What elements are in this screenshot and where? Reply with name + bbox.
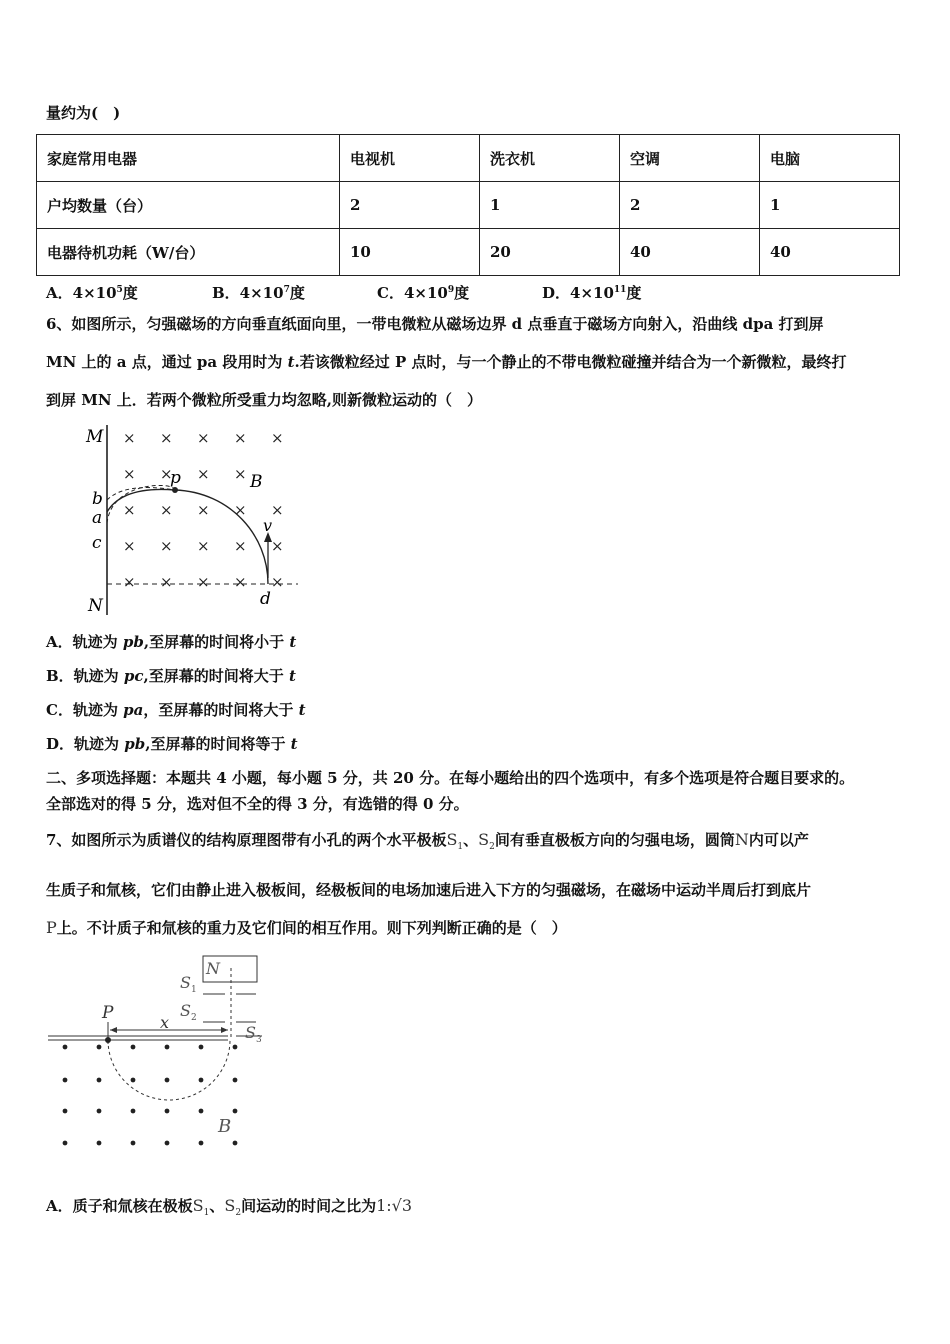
- q7-stem-line3: [46, 918, 567, 938]
- field-dot: [199, 1109, 204, 1114]
- field-cross: ×: [234, 537, 247, 555]
- option-exp: 11: [613, 285, 627, 295]
- field-dot: [131, 1078, 136, 1083]
- field-cross: ×: [234, 429, 247, 447]
- label-s1-sub: 1: [191, 985, 197, 995]
- table-cell: 电视机: [340, 135, 480, 182]
- label-s2-sub: 2: [191, 1013, 197, 1023]
- option-exp: 9: [447, 285, 455, 295]
- symbol-n: N: [734, 830, 749, 849]
- option-label: D．4×10: [542, 284, 614, 302]
- q6-stem-part: .若该微粒经过 P 点时，与一个静止的不带电微粒碰撞并结合为一个新微粒，最终打: [294, 353, 847, 371]
- option-unit: 度: [289, 284, 305, 302]
- appliance-table: [36, 134, 900, 276]
- option-label: A．4×10: [46, 284, 117, 302]
- field-dot: [199, 1141, 204, 1146]
- field-dot: [63, 1141, 68, 1146]
- table-cell: 1: [480, 182, 620, 229]
- field-dot: [131, 1045, 136, 1050]
- field-dot: [165, 1109, 170, 1114]
- section2-heading-line1: 二、多项选择题：本题共 4 小题，每小题 5 分，共 20 分。在每小题给出的四个选项中，有多个选项是符合题目要求的。: [46, 769, 855, 787]
- field-dot: [233, 1078, 238, 1083]
- field-cross: ×: [123, 573, 136, 591]
- symbol-s1: [446, 830, 464, 852]
- label-n: N: [206, 959, 220, 978]
- option-var: t: [290, 735, 298, 753]
- field-cross: ×: [197, 465, 210, 483]
- field-dot: [233, 1045, 238, 1050]
- field-dot: [233, 1109, 238, 1114]
- symbol-text: S: [478, 830, 490, 849]
- field-dot: [63, 1045, 68, 1050]
- label-c: c: [92, 533, 102, 553]
- label-b: b: [92, 489, 103, 509]
- option-text: D．轨迹为: [46, 735, 125, 753]
- option-text: B．轨迹为: [46, 667, 124, 685]
- option-track: pc: [123, 667, 144, 685]
- field-cross: ×: [123, 537, 136, 555]
- label-m: M: [86, 427, 104, 447]
- q7-stem-part: 间有垂直极板方向的匀强电场，圆筒: [494, 831, 735, 849]
- field-cross: ×: [197, 537, 210, 555]
- q5-option-a[interactable]: [46, 282, 138, 303]
- option-var: t: [288, 667, 296, 685]
- option-text: 、: [209, 1197, 225, 1215]
- option-text: ,至屏幕的时间将等于: [145, 735, 291, 753]
- symbol-s2: [478, 830, 495, 852]
- label-s3: S: [245, 1023, 256, 1042]
- option-exp: 7: [283, 285, 290, 295]
- option-text: A．轨迹为: [46, 633, 123, 651]
- field-cross: ×: [271, 537, 284, 555]
- option-track: pb: [124, 735, 146, 753]
- label-s2: S: [180, 1001, 191, 1020]
- table-cell: 20: [480, 229, 620, 276]
- field-cross: ×: [271, 501, 284, 519]
- field-dot: [97, 1109, 102, 1114]
- label-d: d: [260, 589, 271, 609]
- label-n: N: [88, 596, 103, 616]
- label-x: x: [160, 1013, 170, 1032]
- ratio-value: 1:√3: [376, 1196, 413, 1215]
- point-p: [105, 1037, 111, 1043]
- symbol-p: P: [46, 918, 57, 937]
- option-text: 间运动的时间之比为: [241, 1197, 377, 1215]
- table-header-row: [37, 135, 900, 182]
- symbol-s1: [192, 1196, 210, 1218]
- q7-stem-line1: [46, 830, 809, 857]
- field-cross: ×: [234, 501, 247, 519]
- table-row: [37, 229, 900, 276]
- label-b-field: B: [218, 1116, 232, 1137]
- q7-stem-part: 上。不计质子和氚核的重力及它们间的相互作用。则下列判断正确的是（ ）: [56, 919, 567, 937]
- label-v: v: [263, 516, 273, 535]
- field-cross: ×: [197, 501, 210, 519]
- option-label: B．4×10: [212, 284, 284, 302]
- x-arrow-right: [221, 1027, 228, 1033]
- table-cell: 40: [760, 229, 900, 276]
- field-cross: ×: [234, 573, 247, 591]
- symbol-s2: [224, 1196, 242, 1218]
- label-p: p: [170, 468, 181, 488]
- q6-option-b[interactable]: [46, 666, 296, 686]
- section2-heading-line2: 全部选对的得 5 分，选对但不全的得 3 分，有选错的得 0 分。: [46, 795, 469, 813]
- q7-stem-part: 、: [463, 831, 479, 849]
- option-text: A．质子和氚核在极板: [46, 1197, 193, 1215]
- q6-stem-line3: 到屏 MN 上．若两个微粒所受重力均忽略,则新微粒运动的（ ）: [46, 391, 482, 409]
- q6-option-d[interactable]: [46, 734, 298, 754]
- q6-stem-part: MN 上的 a 点，通过 pa 段用时为: [46, 353, 288, 371]
- q7-mass-spectrometer-figure: [40, 948, 280, 1153]
- symbol-sub: 1: [203, 1208, 210, 1218]
- table-cell: 2: [620, 182, 760, 229]
- q7-stem-part: 7、如图所示为质谱仪的结构原理图带有小孔的两个水平极板: [46, 831, 447, 849]
- field-dot: [165, 1045, 170, 1050]
- q6-option-c[interactable]: [46, 700, 306, 720]
- field-cross: ×: [197, 573, 210, 591]
- table-cell: 家庭常用电器: [37, 135, 340, 182]
- option-text: C．轨迹为: [46, 701, 124, 719]
- option-var: t: [289, 633, 297, 651]
- field-cross: ×: [197, 429, 210, 447]
- field-dot: [199, 1045, 204, 1050]
- table-cell: 户均数量（台）: [37, 182, 340, 229]
- q5-option-d[interactable]: [542, 282, 641, 303]
- option-text: ,至屏幕的时间将大于: [143, 667, 289, 685]
- q7-stem-part: 内可以产: [748, 831, 809, 849]
- field-dot: [97, 1078, 102, 1083]
- symbol-text: S: [446, 830, 458, 849]
- field-cross: ×: [123, 465, 136, 483]
- field-dot: [97, 1045, 102, 1050]
- label-b-field: B: [250, 472, 263, 492]
- field-cross: ×: [271, 429, 284, 447]
- symbol-sub: 2: [489, 842, 495, 852]
- option-track: pb: [122, 633, 144, 651]
- field-dot: [63, 1109, 68, 1114]
- field-cross: ×: [123, 501, 136, 519]
- symbol-text: S: [224, 1196, 236, 1215]
- field-cross: ×: [160, 465, 173, 483]
- symbol-sub: 2: [235, 1208, 242, 1218]
- label-s1: S: [180, 973, 191, 992]
- field-dot: [131, 1141, 136, 1146]
- table-row: [37, 182, 900, 229]
- field-cross: ×: [271, 573, 284, 591]
- table-cell: 1: [760, 182, 900, 229]
- field-cross: ×: [160, 501, 173, 519]
- option-track: pa: [123, 701, 144, 719]
- q6-option-a[interactable]: [46, 632, 296, 652]
- option-exp: 5: [116, 285, 123, 295]
- table-cell: 洗衣机: [480, 135, 620, 182]
- q5-tail: 量约为( ): [46, 104, 121, 122]
- table-cell: 电器待机功耗（W/台）: [37, 229, 340, 276]
- field-dot: [131, 1109, 136, 1114]
- field-cross: ×: [160, 537, 173, 555]
- q7-stem-line2: 生质子和氚核，它们由静止进入极板间，经极板间的电场加速后进入下方的匀强磁场，在磁场中运动半周后打到底片: [46, 881, 812, 899]
- field-dot: [199, 1078, 204, 1083]
- option-unit: 度: [454, 284, 470, 302]
- symbol-text: S: [192, 1196, 204, 1215]
- field-dot: [233, 1141, 238, 1146]
- semicircle-path: [108, 1040, 230, 1100]
- q6-magnetic-field-figure: [80, 420, 310, 620]
- label-s3-sub: 3: [256, 1035, 262, 1045]
- table-cell: 40: [620, 229, 760, 276]
- option-text: ,至屏幕的时间将小于: [143, 633, 290, 651]
- option-label: C．4×10: [377, 284, 448, 302]
- q5-option-c[interactable]: [377, 282, 469, 303]
- x-arrow-left: [110, 1027, 117, 1033]
- field-cross: ×: [123, 429, 136, 447]
- option-unit: 度: [626, 284, 642, 302]
- field-cross: ×: [160, 573, 173, 591]
- label-a: a: [92, 508, 103, 528]
- q6-stem-line2: [46, 352, 846, 372]
- field-cross: ×: [160, 429, 173, 447]
- field-dot: [165, 1078, 170, 1083]
- field-dot: [63, 1078, 68, 1083]
- option-unit: 度: [122, 284, 138, 302]
- table-cell: 电脑: [760, 135, 900, 182]
- symbol-sub: 1: [457, 842, 464, 852]
- q7-option-a[interactable]: [46, 1196, 412, 1223]
- field-dot: [165, 1141, 170, 1146]
- q5-option-b[interactable]: [212, 282, 305, 303]
- q6-stem-line1: 6、如图所示，匀强磁场的方向垂直纸面向里，一带电微粒从磁场边界 d 点垂直于磁场方向射入，沿曲线 dpa 打到屏: [46, 315, 824, 333]
- option-text: ，至屏幕的时间将大于: [143, 701, 299, 719]
- table-cell: 10: [340, 229, 480, 276]
- q6-stem-var: t: [287, 353, 295, 371]
- table-cell: 2: [340, 182, 480, 229]
- label-p: P: [102, 1003, 114, 1023]
- field-cross: ×: [234, 465, 247, 483]
- table-cell: 空调: [620, 135, 760, 182]
- option-var: t: [298, 701, 306, 719]
- field-dot: [97, 1141, 102, 1146]
